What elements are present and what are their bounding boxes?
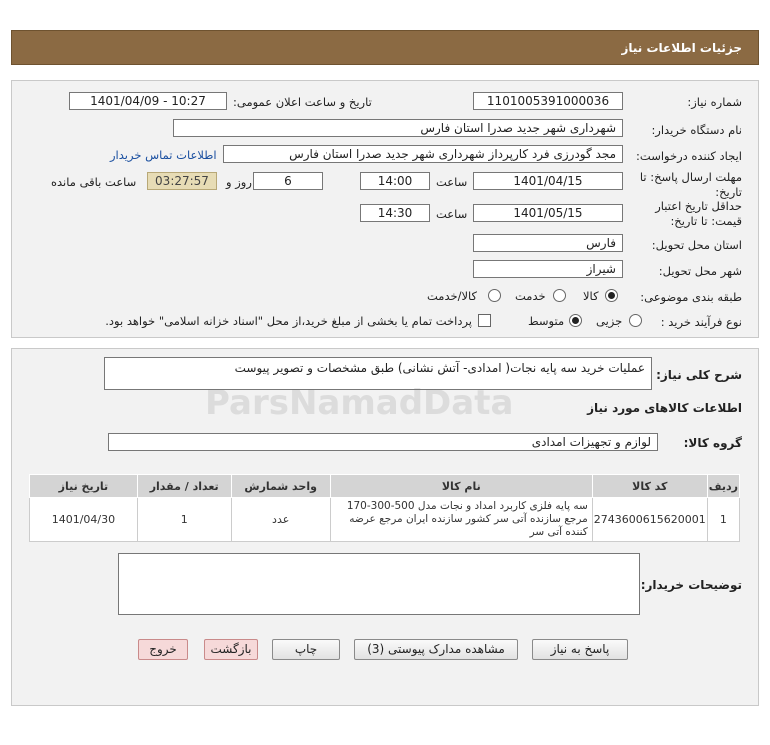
payment-note: پرداخت تمام یا بخشی از مبلغ خرید،از محل "اسناد خزانه اسلامی" خواهد بود. — [105, 314, 472, 328]
attachments-button[interactable]: مشاهده مدارک پیوستی (3) — [354, 639, 518, 660]
days-label: روز و — [226, 175, 252, 189]
buyer-org-field: شهرداری شهر جدید صدرا استان فارس — [173, 119, 623, 137]
category-radio-service[interactable] — [553, 289, 566, 302]
cell-qty: 1 — [137, 498, 231, 542]
process-radio-medium[interactable] — [569, 314, 582, 327]
summary-label: شرح کلی نیاز: — [656, 368, 742, 382]
category-option-service: خدمت — [515, 289, 546, 303]
buyer-notes-label: توضیحات خریدار: — [640, 578, 742, 592]
validity-label: حداقل تاریخ اعتبار — [655, 199, 742, 213]
buyer-notes-box — [118, 553, 640, 615]
process-label: نوع فرآیند خرید : — [660, 315, 742, 329]
province-field: فارس — [473, 234, 623, 252]
summary-box — [104, 357, 652, 390]
cell-row: 1 — [707, 498, 739, 542]
category-radio-goods-service[interactable] — [488, 289, 501, 302]
remaining-label: ساعت باقی مانده — [51, 175, 137, 189]
table-row — [30, 498, 740, 542]
announce-field: 1401/04/09 - 10:27 — [69, 92, 227, 110]
page-title: جزئیات اطلاعات نیاز — [621, 41, 742, 55]
payment-checkbox[interactable] — [478, 314, 491, 327]
category-radio-goods[interactable] — [605, 289, 618, 302]
col-row: ردیف — [707, 475, 739, 498]
reply-time-label: ساعت — [436, 175, 468, 189]
exit-button[interactable]: خروج — [138, 639, 188, 660]
summary-text: عملیات خرید سه پایه نجات( امدادی- آتش نشانی) طبق مشخصات و تصویر پیوست — [234, 361, 645, 375]
process-option-minor: جزیی — [596, 314, 623, 328]
requester-label: ایجاد کننده درخواست: — [636, 149, 742, 163]
announce-label: تاریخ و ساعت اعلان عمومی: — [233, 95, 372, 109]
page-header — [11, 30, 759, 65]
goods-info-title: اطلاعات کالاهای مورد نیاز — [587, 401, 742, 415]
reply-date-field: 1401/04/15 — [473, 172, 623, 190]
col-code: کد کالا — [592, 475, 707, 498]
validity-time-field: 14:30 — [360, 204, 430, 222]
need-number-label: شماره نیاز: — [687, 95, 742, 109]
cell-code: 2743600615620001 — [592, 498, 707, 542]
city-field: شیراز — [473, 260, 623, 278]
col-name: نام کالا — [330, 475, 592, 498]
process-option-medium: متوسط — [528, 314, 565, 328]
reply-button[interactable]: پاسخ به نیاز — [532, 639, 628, 660]
validity-date-field: 1401/05/15 — [473, 204, 623, 222]
cell-date: 1401/04/30 — [30, 498, 138, 542]
reply-deadline-label: مهلت ارسال پاسخ: تا — [639, 170, 742, 184]
goods-table — [29, 474, 740, 542]
category-option-goods-service: کالا/خدمت — [427, 289, 478, 303]
city-label: شهر محل تحویل: — [658, 264, 742, 278]
buyer-org-label: نام دستگاه خریدار: — [651, 123, 742, 137]
category-option-goods: کالا — [583, 289, 599, 303]
buyer-contact-link[interactable]: اطلاعات تماس خریدار — [110, 148, 217, 162]
print-button[interactable]: چاپ — [272, 639, 340, 660]
need-number-field: 1101005391000036 — [473, 92, 623, 110]
reply-deadline-label-2: تاریخ: — [715, 185, 742, 199]
cell-unit: عدد — [231, 498, 330, 542]
remaining-time-field: 03:27:57 — [147, 172, 217, 190]
col-unit: واحد شمارش — [231, 475, 330, 498]
days-field: 6 — [253, 172, 323, 190]
buyer-notes-text — [119, 554, 639, 560]
validity-label-2: قیمت: تا تاریخ: — [670, 214, 742, 228]
back-button[interactable]: بازگشت — [204, 639, 258, 660]
process-radio-minor[interactable] — [629, 314, 642, 327]
col-date: تاریخ نیاز — [30, 475, 138, 498]
goods-group-label: گروه کالا: — [683, 436, 742, 450]
validity-time-label: ساعت — [436, 207, 468, 221]
table-header-row — [30, 475, 740, 498]
province-label: استان محل تحویل: — [651, 238, 742, 252]
cell-name: سه پایه فلزی کاربرد امداد و نجات مدل 500-300-170 مرجع سازنده آتی سر کشور سازنده ایران مرجع عرضه کننده آتی سر — [330, 498, 592, 542]
reply-time-field: 14:00 — [360, 172, 430, 190]
goods-group-field: لوازم و تجهیزات امدادی — [108, 433, 658, 451]
requester-field: مجد گودرزی فرد کارپرداز شهرداری شهر جدید صدرا استان فارس — [223, 145, 623, 163]
category-label: طبقه بندی موضوعی: — [640, 290, 742, 304]
col-qty: تعداد / مقدار — [137, 475, 231, 498]
